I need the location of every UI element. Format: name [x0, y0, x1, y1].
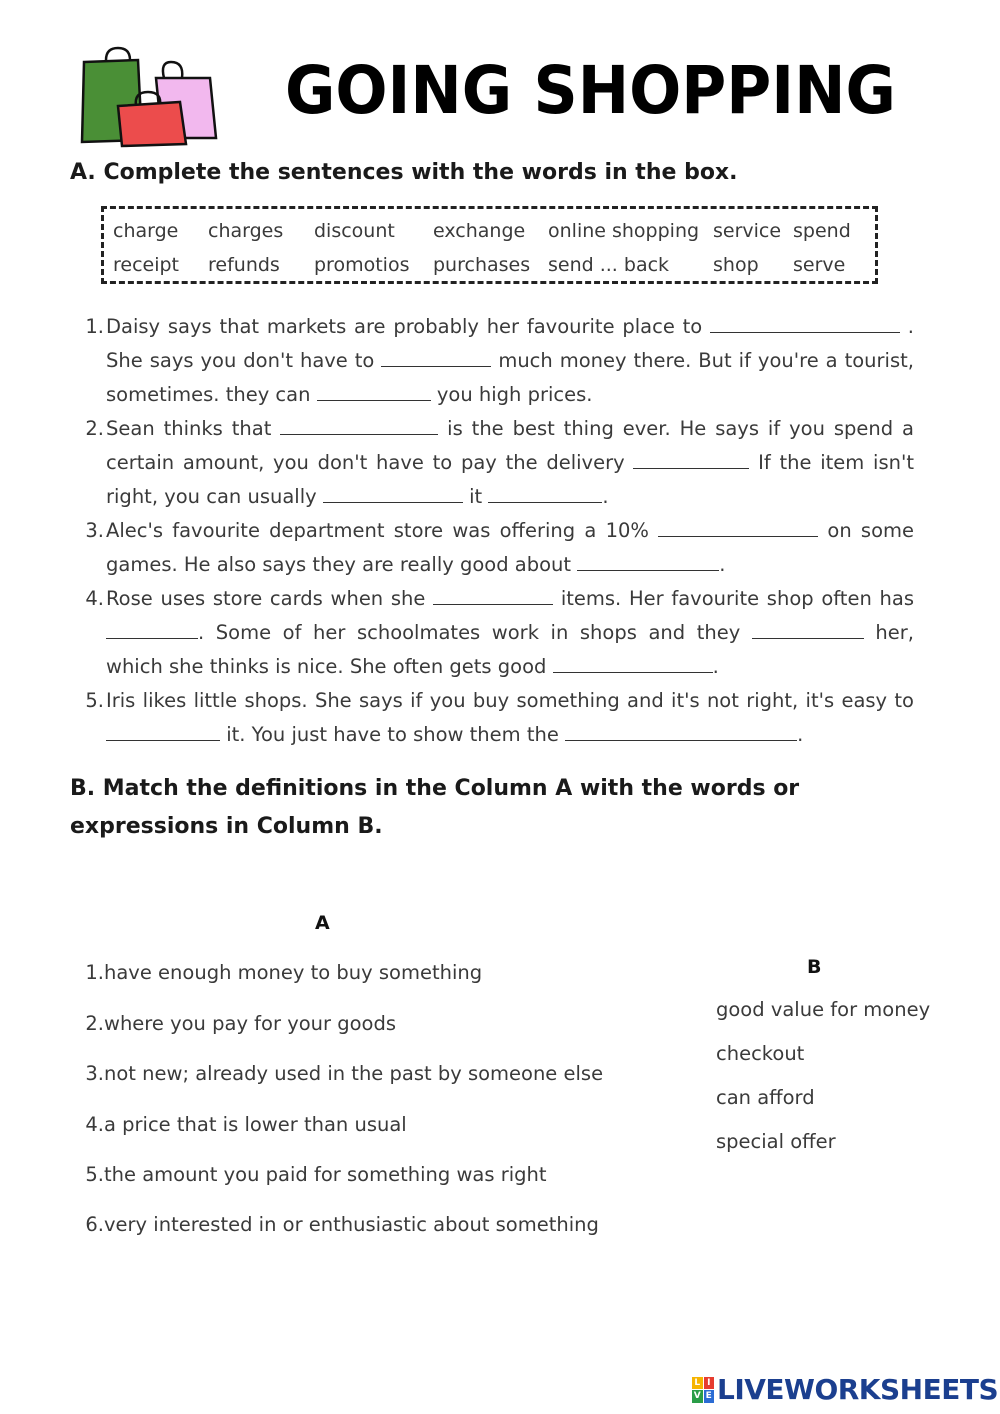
answer-blank[interactable] [280, 416, 438, 435]
word-box-item: purchases [433, 254, 531, 276]
answer-blank[interactable] [633, 450, 749, 469]
answer-blank[interactable] [658, 518, 818, 537]
section-b-heading: B. Match the definitions in the Column A with the words or expressions in Column B. [70, 776, 800, 839]
word-box [101, 206, 878, 284]
exercise-item [84, 412, 914, 514]
item-number: 3. [85, 519, 104, 542]
answer-blank[interactable] [488, 484, 602, 503]
definition-item: 3.not new; already used in the past by someone else [85, 1062, 604, 1085]
exercise-a-list [84, 310, 914, 752]
exercise-item [84, 310, 914, 412]
exercise-item [84, 684, 914, 752]
answer-blank[interactable] [752, 620, 864, 639]
live-badge-icon: L I V E [692, 1377, 714, 1403]
answer-blank[interactable] [553, 654, 713, 673]
answer-blank[interactable] [381, 348, 491, 367]
definition-item: 5.the amount you paid for something was right [85, 1163, 547, 1186]
answer-blank[interactable] [106, 722, 220, 741]
item-number: 4. [85, 587, 104, 610]
word-box-item: charge [113, 220, 179, 242]
word-box-item: service [713, 220, 782, 242]
word-box-item: shop [713, 254, 759, 276]
answer-blank[interactable] [433, 586, 553, 605]
word-box-item: spend [793, 220, 851, 242]
liveworksheets-logo [692, 1373, 998, 1406]
word-box-item: online shopping [548, 220, 700, 242]
answer-blank[interactable] [106, 620, 198, 639]
definition-item: 4.a price that is lower than usual [85, 1113, 407, 1136]
page-title: GOING SHOPPING [285, 52, 896, 129]
answer-blank[interactable] [710, 314, 900, 333]
definition-item: 1.have enough money to buy something [85, 961, 483, 984]
definition-item: 2.where you pay for your goods [85, 1012, 397, 1035]
item-text: Sean thinks that is the best thing ever. He says if you spend a certain amount, you don't have to pay the delivery If the item isn't right, you can usually it . [106, 417, 914, 508]
item-text: Daisy says that markets are probably her favourite place to . She says you don't have to much money there. But if you're a tourist, sometimes. they can you high prices. [106, 315, 914, 406]
column-b-label: B [807, 956, 822, 978]
word-box-item: serve [793, 254, 846, 276]
section-a-heading: A. Complete the sentences with the words in the box. [70, 160, 738, 185]
match-option[interactable]: special offer [716, 1130, 836, 1153]
brand-name: LIVEWORKSHEETS [717, 1373, 999, 1406]
item-number: 1. [85, 315, 104, 338]
word-box-item: discount [314, 220, 395, 242]
word-box-item: exchange [433, 220, 526, 242]
answer-blank[interactable] [317, 382, 431, 401]
definition-item: 6.very interested in or enthusiastic about something [85, 1213, 599, 1236]
exercise-item [84, 514, 914, 582]
item-number: 5. [85, 689, 104, 712]
item-text: Alec's favourite department store was offering a 10% on some games. He also says they are really good about . [106, 519, 914, 576]
column-a-label: A [315, 912, 330, 934]
word-box-item: refunds [208, 254, 280, 276]
word-box-item: promotios [314, 254, 410, 276]
exercise-item [84, 582, 914, 684]
word-box-item: send ... back [548, 254, 670, 276]
item-text: Rose uses store cards when she items. Her favourite shop often has . Some of her schoolmates work in shops and they her, which she thinks is nice. She often gets good . [106, 587, 914, 678]
item-text: Iris likes little shops. She says if you buy something and it's not right, it's easy to it. You just have to show them the . [106, 689, 914, 746]
match-option[interactable]: good value for money [716, 998, 931, 1021]
match-option[interactable]: checkout [716, 1042, 805, 1065]
answer-blank[interactable] [323, 484, 463, 503]
word-box-item: receipt [113, 254, 180, 276]
answer-blank[interactable] [577, 552, 719, 571]
answer-blank[interactable] [565, 722, 797, 741]
word-box-item: charges [208, 220, 284, 242]
item-number: 2. [85, 417, 104, 440]
match-option[interactable]: can afford [716, 1086, 815, 1109]
shopping-bags-icon [76, 46, 224, 150]
